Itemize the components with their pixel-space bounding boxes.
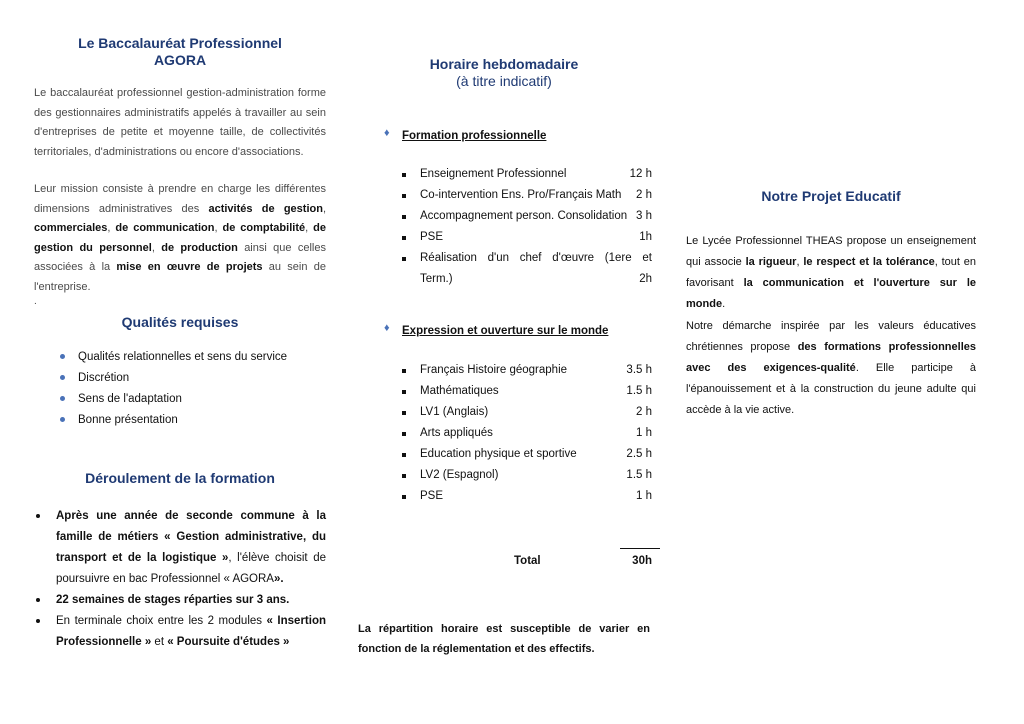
square-bullet-icon	[402, 185, 420, 206]
mission-text: ,	[151, 241, 162, 254]
square-bullet-icon	[402, 381, 420, 402]
projet-heading: Notre Projet Educatif	[761, 188, 901, 204]
row-hours: 2h	[639, 273, 652, 285]
row-label: Arts appliqués	[420, 427, 493, 439]
mission-text: ,	[305, 222, 314, 234]
qualites-list	[34, 347, 326, 431]
deroulement-heading: Déroulement de la formation	[85, 470, 275, 486]
row-label: Mathématiques	[420, 385, 499, 397]
table-row	[402, 423, 652, 444]
row-hours: 3 h	[636, 210, 652, 222]
table-row	[402, 269, 652, 290]
row-label: Enseignement Professionnel	[420, 168, 567, 180]
p1-bold: la rigueur	[745, 256, 797, 268]
table-row	[402, 402, 652, 423]
square-bullet-icon	[402, 465, 420, 486]
table-row	[402, 360, 652, 381]
diamond-icon: ♦	[384, 127, 390, 139]
projet-paragraph-1	[686, 231, 976, 315]
square-bullet-icon	[402, 227, 420, 248]
p1-bold: le respect et la tolérance	[803, 256, 935, 268]
der3-bold: « Insertion Professionnelle »	[56, 615, 326, 648]
list-item: Bonne présentation	[34, 410, 326, 431]
list-item	[34, 506, 326, 590]
table-row	[402, 164, 652, 185]
list-item: Discrétion	[34, 368, 326, 389]
horaire-title: Horaire hebdomadaire	[429, 56, 579, 72]
p1-text: .	[722, 298, 726, 310]
p2-text: Notre démarche inspirée par les valeurs éducatives chrétiennes propose	[686, 320, 976, 353]
der1-text: , l'élève choisit de poursuivre en bac Professionnel « AGORA	[56, 552, 326, 585]
square-bullet-icon	[402, 444, 420, 465]
p1-text: ,	[796, 256, 804, 268]
section-title: Expression et ouverture sur le monde	[402, 325, 609, 337]
mission-text: ,	[322, 202, 326, 215]
row-label: LV1 (Anglais)	[420, 406, 489, 418]
stray-dot: .	[34, 296, 37, 307]
row-label: Accompagnement person. Consolidation	[420, 210, 628, 222]
table-row	[402, 227, 652, 248]
row-label: Education physique et sportive	[420, 448, 577, 460]
row-label: Term.)	[420, 273, 453, 285]
qualites-heading: Qualités requises	[121, 314, 239, 330]
mission-text: ,	[214, 222, 223, 234]
mission-bold: de gestion du personnel	[34, 222, 326, 254]
list-item: Qualités relationnelles et sens du service	[34, 347, 326, 368]
der3-text2: et	[151, 636, 168, 648]
table-row	[402, 486, 652, 507]
table-row	[402, 248, 652, 269]
mission-bold: activités de gestion	[208, 202, 323, 215]
table-row	[402, 206, 652, 227]
list-item	[34, 590, 326, 611]
section-title: Formation professionnelle	[402, 130, 547, 142]
square-bullet-icon	[402, 402, 420, 423]
square-bullet-icon	[402, 423, 420, 444]
horaire-heading	[358, 56, 650, 90]
mission-bold: mise en œuvre de projets	[116, 261, 263, 273]
p2-bold: des formations professionnelles avec des exigences-qualité	[686, 341, 976, 374]
list-item	[34, 611, 326, 653]
der1-bold2: ».	[273, 573, 284, 585]
section-expression	[384, 321, 609, 339]
square-bullet-icon	[402, 360, 420, 381]
mission-text: ,	[107, 222, 116, 234]
row-hours: 1.5 h	[626, 469, 652, 481]
table-row	[402, 444, 652, 465]
row-label: PSE	[420, 231, 444, 243]
p1-text: , tout en favorisant	[686, 256, 976, 289]
hours-table-pro	[402, 164, 652, 290]
section-formation-pro	[384, 126, 547, 144]
hours-table-expression	[402, 360, 652, 507]
table-row	[402, 381, 652, 402]
mission-text: ainsi que celles associées à la	[34, 241, 326, 273]
row-hours: 1.5 h	[626, 385, 652, 397]
square-bullet-icon	[402, 164, 420, 185]
row-label: Français Histoire géographie	[420, 364, 568, 376]
square-bullet-icon	[402, 248, 420, 269]
mission-text: au sein de l'entreprise.	[34, 261, 326, 293]
deroulement-list	[34, 506, 326, 653]
row-hours: 12 h	[629, 168, 652, 180]
mission-bold: de communication	[115, 222, 215, 234]
projet-paragraph-2	[686, 316, 976, 421]
mission-text: Leur mission consiste à prendre en charge les différentes dimensions administratives des	[34, 183, 326, 215]
der3-bold2: « Poursuite d'études »	[167, 636, 290, 648]
total-value: 30h	[632, 555, 652, 567]
der1-bold: Après une année de seconde commune à la famille de métiers « Gestion administrative, du transport et de la logistique »	[56, 510, 326, 564]
row-hours: 2 h	[636, 189, 652, 201]
horaire-subtitle: (à titre indicatif)	[456, 73, 552, 89]
total-label: Total	[514, 555, 541, 567]
row-hours: 3.5 h	[626, 364, 652, 376]
mission-bold: commerciales	[34, 222, 108, 234]
row-hours: 1h	[639, 231, 652, 243]
intro-paragraph: Le baccalauréat professionnel gestion-administration forme des gestionnaires administratifs appelés à travailler au sein d'entreprises de petite et moyenne taille, de collectivités territoriales, d'administrations ou encore d'associations.	[34, 87, 326, 158]
row-label: LV2 (Espagnol)	[420, 469, 499, 481]
mission-bold: de comptabilité	[222, 222, 306, 234]
row-label: Co-intervention Ens. Pro/Français Math	[420, 189, 622, 201]
mission-paragraph	[34, 180, 326, 297]
row-hours: 1 h	[636, 490, 652, 502]
square-bullet-icon	[402, 486, 420, 507]
square-bullet-icon	[402, 206, 420, 227]
list-item: Sens de l'adaptation	[34, 389, 326, 410]
row-hours: 2 h	[636, 406, 652, 418]
horaire-note: La répartition horaire est susceptible de varier en fonction de la réglementation et des effectifs.	[358, 623, 650, 655]
diamond-icon: ♦	[384, 322, 390, 334]
p1-bold: la communication et l'ouverture sur le monde	[686, 277, 976, 310]
der3-text: En terminale choix entre les 2 modules	[56, 615, 267, 627]
p1-text: Le Lycée Professionnel THEAS propose un enseignement qui associe	[686, 235, 976, 268]
row-hours: 1 h	[636, 427, 652, 439]
row-label: PSE	[420, 490, 444, 502]
bac-title-line2: AGORA	[153, 52, 207, 68]
table-row	[402, 185, 652, 206]
row-label: Réalisation d'un chef d'œuvre (1ere et	[420, 252, 652, 264]
mission-bold: de production	[161, 241, 238, 254]
table-row	[402, 465, 652, 486]
der2-bold: 22 semaines de stages réparties sur 3 ans.	[56, 594, 290, 606]
row-hours: 2.5 h	[626, 448, 652, 460]
bac-title	[34, 35, 326, 69]
total-rule	[620, 548, 660, 549]
p2-text: . Elle participe à l'épanouissement et à la construction du jeune adulte qui accède à la vie active.	[686, 362, 976, 416]
bac-title-line1: Le Baccalauréat Professionnel	[78, 35, 282, 51]
